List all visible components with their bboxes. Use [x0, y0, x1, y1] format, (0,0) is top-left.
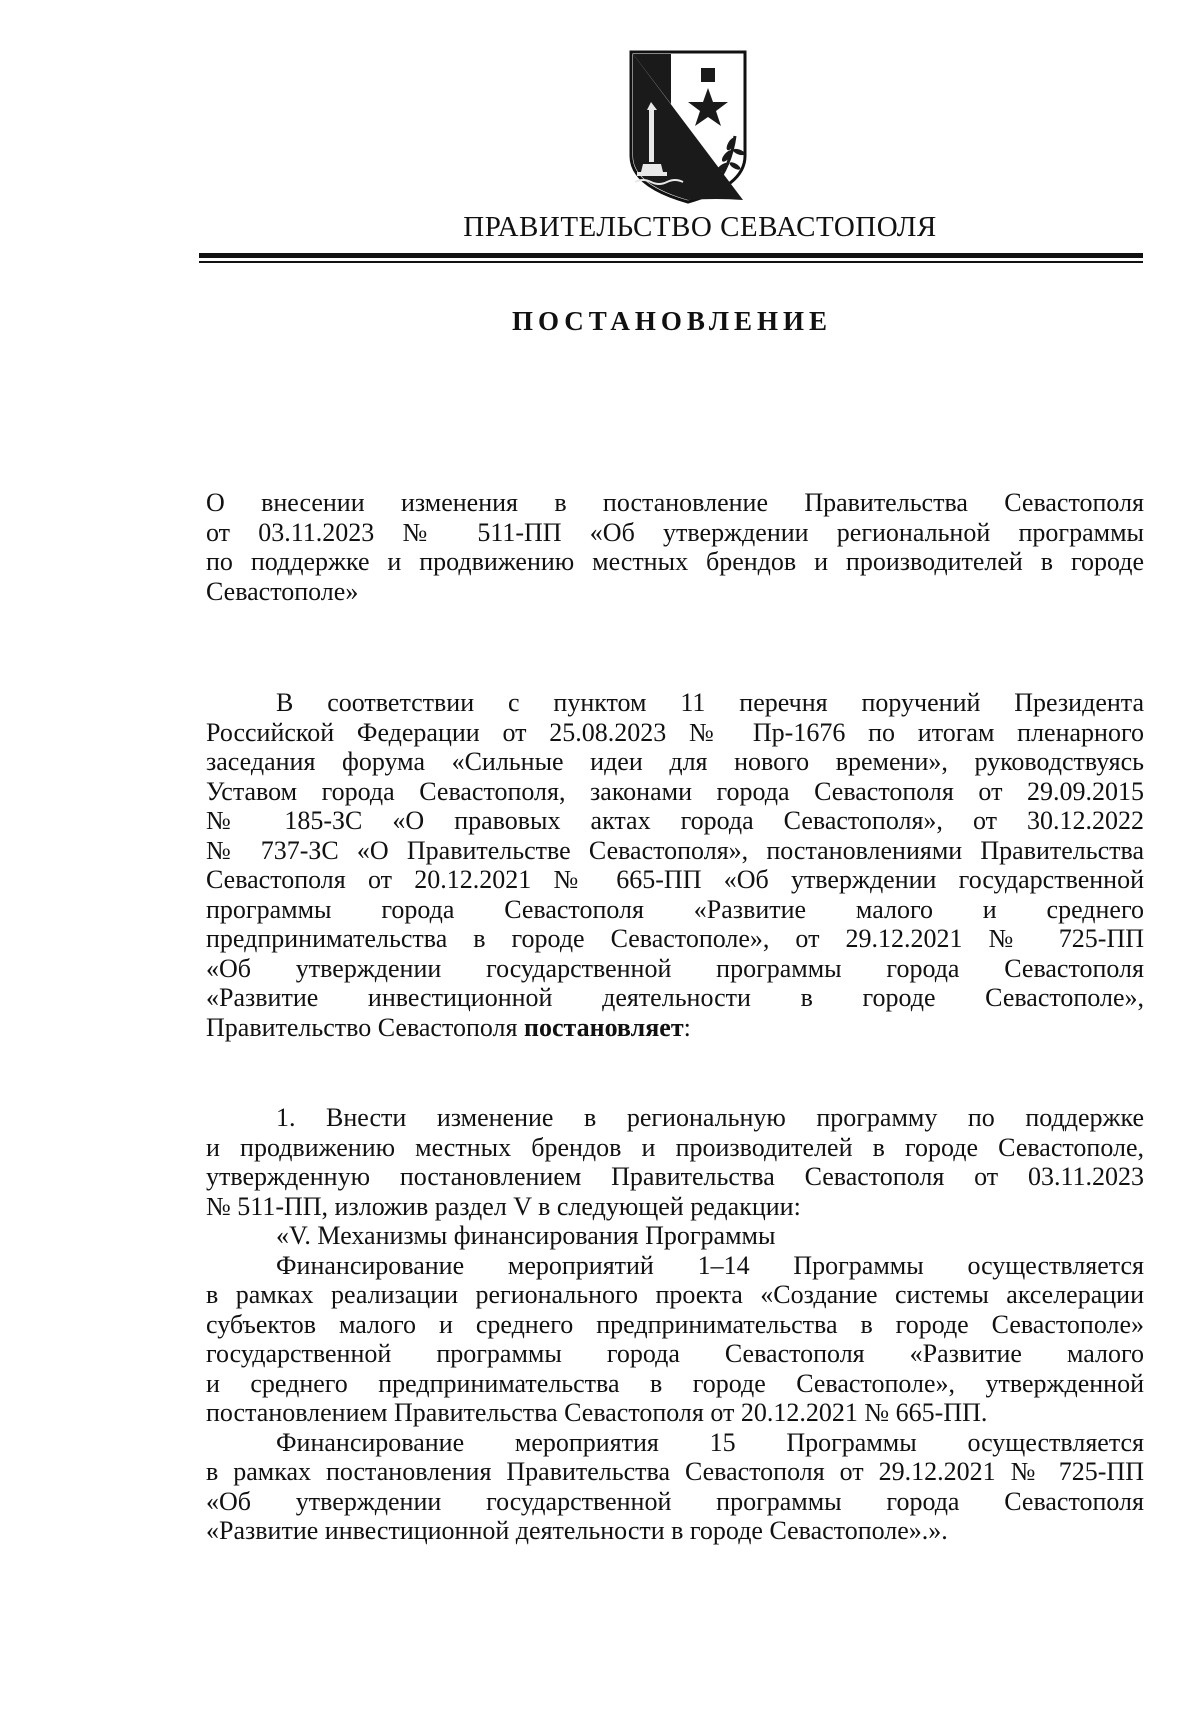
- preamble-line: Уставом города Севастополя, законами города Севастополя от 29.09.2015: [206, 776, 1144, 806]
- subject-line: от 03.11.2023 № 511-ПП «Об утверждении региональной программы: [206, 517, 1144, 547]
- section-v-heading: «V. Механизмы финансирования Программы: [276, 1221, 776, 1250]
- subject-line: О внесении изменения в постановление Правительства Севастополя: [206, 488, 1144, 517]
- preamble-line: программы города Севастополя «Развитие малого и среднего: [206, 894, 1144, 924]
- subject-line: Севастополе»: [206, 576, 359, 606]
- clause-line: 1. Внести изменение в региональную программу по поддержке: [276, 1103, 1144, 1132]
- preamble-line: № 737-ЗС «О Правительстве Севастополя», постановлениями Правительства: [206, 835, 1144, 865]
- clause-1: [206, 1103, 1144, 1546]
- clause-line: и продвижению местных брендов и производителей в городе Севастополе,: [206, 1132, 1144, 1162]
- clause-line: «Об утверждении государственной программы города Севастополя: [206, 1486, 1144, 1516]
- preamble-line: предпринимательства в городе Севастополе», от 29.12.2021 № 725-ПП: [206, 924, 1144, 953]
- preamble-resolution-prefix: Правительство Севастополя: [206, 1012, 524, 1042]
- clause-line: государственной программы города Севастополя «Развитие малого: [206, 1339, 1144, 1368]
- header-rule-thick: [199, 253, 1143, 258]
- document-preamble: [206, 688, 1144, 1042]
- preamble-resolution-suffix: :: [683, 1012, 691, 1042]
- clause-line: субъектов малого и среднего предпринимательства в городе Севастополе»: [206, 1309, 1144, 1339]
- clause-line: и среднего предпринимательства в городе Севастополе», утвержденной: [206, 1368, 1144, 1398]
- clause-line: Финансирование мероприятия 15 Программы осуществляется: [276, 1427, 1144, 1457]
- clause-line: в рамках реализации регионального проекта «Создание системы акселерации: [206, 1280, 1144, 1309]
- resolves-keyword: постановляет: [523, 1012, 684, 1042]
- clause-line: Финансирование мероприятий 1–14 Программы осуществляется: [276, 1250, 1144, 1280]
- sevastopol-coat-of-arms-icon: [627, 48, 749, 206]
- clause-line: «Развитие инвестиционной деятельности в городе Севастополе».».: [206, 1516, 948, 1545]
- organization-title: ПРАВИТЕЛЬСТВО СЕВАСТОПОЛЯ: [463, 211, 937, 243]
- preamble-resolution-line: [206, 1013, 1144, 1043]
- preamble-line: «Развитие инвестиционной деятельности в городе Севастополе»,: [206, 983, 1144, 1012]
- document-subject: [206, 488, 1144, 606]
- preamble-line: заседания форума «Сильные идеи для нового времени», руководствуясь: [206, 747, 1144, 776]
- clause-line: постановлением Правительства Севастополя от 20.12.2021 № 665-ПП.: [206, 1398, 988, 1427]
- header-rule-thin: [199, 261, 1143, 263]
- clause-line: в рамках постановления Правительства Севастополя от 29.12.2021 № 725-ПП: [206, 1457, 1144, 1486]
- preamble-line: Российской Федерации от 25.08.2023 № Пр-1676 по итогам пленарного: [206, 717, 1144, 747]
- preamble-line: Севастополя от 20.12.2021 № 665-ПП «Об утверждении государственной: [206, 865, 1144, 894]
- subject-line: по поддержке и продвижению местных брендов и производителей в городе: [206, 547, 1144, 576]
- preamble-line: В соответствии с пунктом 11 перечня поручений Президента: [276, 688, 1144, 717]
- preamble-line: «Об утверждении государственной программы города Севастополя: [206, 953, 1144, 983]
- document-type-title: ПОСТАНОВЛЕНИЕ: [511, 306, 833, 336]
- preamble-line: № 185-ЗС «О правовых актах города Севастополя», от 30.12.2022: [206, 806, 1144, 835]
- clause-line: утвержденную постановлением Правительства Севастополя от 03.11.2023: [206, 1162, 1144, 1191]
- clause-line: № 511-ПП, изложив раздел V в следующей редакции:: [206, 1191, 801, 1221]
